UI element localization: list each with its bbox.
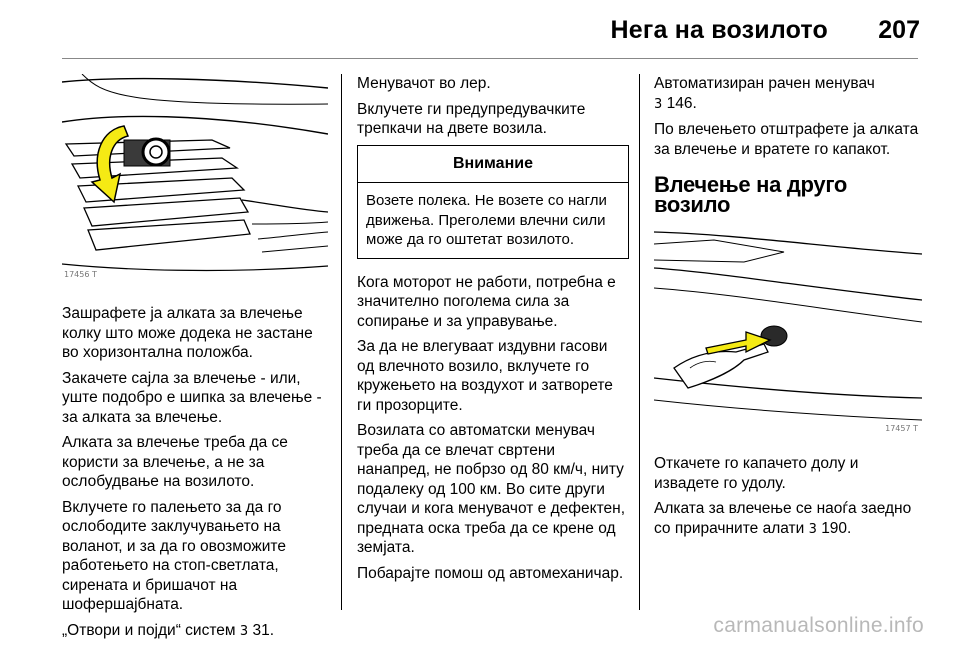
figure-code: 17457 T: [885, 423, 918, 433]
xref-page[interactable]: 31.: [252, 621, 275, 639]
page-number: 207: [878, 16, 920, 44]
header-rule: [62, 58, 918, 59]
warning-title: Внимание: [358, 146, 628, 184]
paragraph: По влечењето отштрафете ја алката за влечење и вратете го капакот.: [654, 121, 919, 158]
xref-arrow-icon[interactable]: 3: [239, 623, 249, 639]
paragraph: Вклучете го палењето за да го ослободите заклучувањето на воланот, и за да го овозможите работењето на стоп-светлата, сирената и бришачот на шофершајбната.: [62, 498, 286, 613]
warning-body: Возете полека. Не возете со нагли движења. Прегoлеми влечни сили може да го оштетат возилото.: [366, 192, 607, 248]
paragraph: За да не влегуваат издувни гасови од влечното возило, вклучете го кружењето на воздухот и затворете ги прозорците.: [357, 338, 613, 414]
section-heading: Влечење на друго возило: [654, 172, 848, 217]
tow-eye-front-illustration: [62, 74, 328, 286]
column-1: [62, 74, 328, 647]
column-2: [357, 74, 629, 589]
paragraph: Зашрафете ја алката за влечење колку што може додека не застане во хоризонтална положба.: [62, 305, 313, 361]
paragraph-with-xref: Автоматизиран рачен менувач 3 146.: [654, 75, 875, 112]
paragraph: Менувачот во лер.: [357, 75, 491, 92]
header-title: Нега на возилото: [610, 16, 828, 44]
xref-arrow-icon[interactable]: 3: [808, 521, 817, 537]
paragraph: Побарајте помош од автомеханичар.: [357, 564, 624, 582]
bumper-tow-eye-drawing: [62, 74, 328, 286]
figure-code: 17456 T: [64, 269, 97, 279]
column-divider-1: [341, 74, 342, 610]
tow-eye-rear-illustration: [654, 228, 922, 440]
column-divider-2: [639, 74, 640, 610]
rear-bumper-cover-drawing: [654, 228, 922, 440]
paragraph: Возилата со автоматски менувач треба да се влечат свртени нанапред, не побрзо од 80 км/ч, ниту подалеку од 100 км. Во сите други случаи и кога менувачот е дефектен, предната оска треба да се крене од земјата.: [357, 422, 626, 556]
paragraph: Алката за влечење треба да се користи за влечење, а не за ослобудвање на возилото.: [62, 434, 288, 490]
paragraph: Откачете го капачето долу и извадете го удолу.: [654, 455, 859, 492]
paragraph-with-xref: Алката за влечење се наоѓа заедно со прирачните алати 3 190.: [654, 500, 912, 537]
xref-page[interactable]: 146.: [666, 94, 697, 112]
xref-page[interactable]: 190.: [821, 519, 852, 537]
paragraph-with-xref: „Отвори и појди“ систем 3 31.: [62, 621, 275, 639]
paragraph: Вклучете ги предупредувачките трепкачи на двете возила.: [357, 100, 586, 137]
warning-box: [357, 145, 629, 259]
watermark: carmanualsonline.info: [713, 614, 924, 637]
column-3: [654, 74, 924, 545]
paragraph: Кога моторот не работи, потребна е значително поголема сила за сопирање и за управување.: [357, 273, 616, 330]
xref-arrow-icon[interactable]: 3: [654, 96, 663, 112]
paragraph: Закачете сајла за влечење - или, уште подобро е шипка за влечење - за алката за влечење.: [62, 369, 322, 426]
